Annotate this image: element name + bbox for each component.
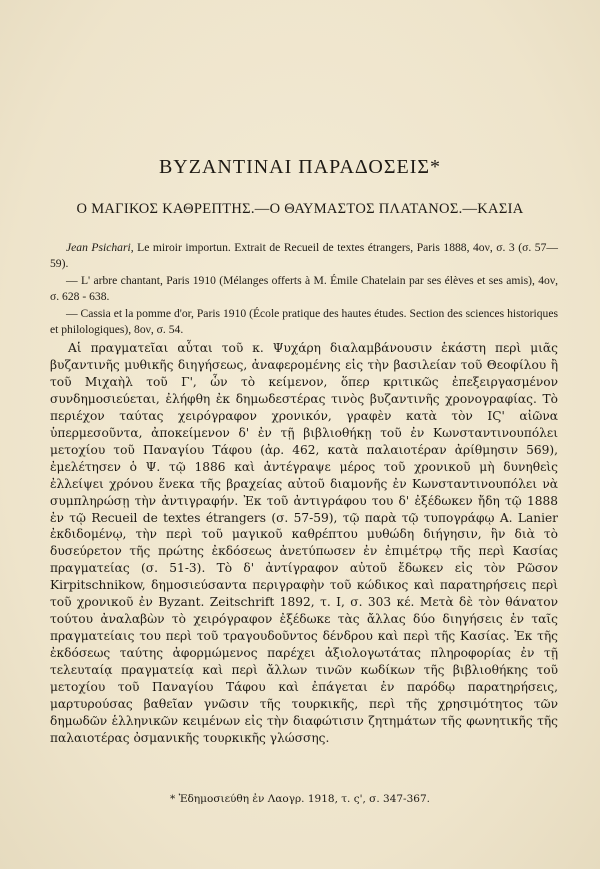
body-text	[50, 340, 558, 747]
body-paragraph: Αἱ πραγματεῖαι αὗται τοῦ κ. Ψυχάρη διαλαμβάνουσιν ἑκάστη περὶ μιᾶς βυζαντινῆς μυθικῆς διηγήσεως, ἀναφερομένης εἰς τὴν βασιλείαν τοῦ Θεοφίλου ἢ τοῦ Μιχαὴλ τοῦ Γ', ὧν τὸ κείμενον, ὅπερ κριτικῶς ἐπεξειργασμένον συνδημοσιεύεται, ἐλήφθη ἐκ δημωδεστέρας τινὸς βυζαντινῆς χρονογραφίας. Τὸ περιέχον ταύτας χειρόγραφον χρονικόν, γραφὲν κατὰ τὸν ΙϚ' αἰῶνα ὑπερμεσοῦντα, ἀποκείμενον δ' ἐν τῇ βιβλιοθήκῃ τοῦ ἐν Κωνσταντινουπόλει μετοχίου τοῦ Παναγίου Τάφου (ἀρ. 462, κατὰ παλαιοτέραν ἀρίθμησιν 569), ἐμελέτησεν ὁ Ψ. τῷ 1886 καὶ ἀντέγραψε μέρος τοῦ χρονικοῦ μὴ δυνηθεὶς ἐλλείψει χρόνου ἕνεκα τῆς βραχείας αὐτοῦ διαμονῆς ἐν Κωνσταντινουπόλει νὰ συμπληρώσῃ τὴν ἀντιγραφήν. Ἐκ τοῦ ἀντιγράφου του δ' ἐξέδωκεν ἤδη τῷ 1888 ἐν τῷ Recueil de textes étrangers (σ. 57-59), τῷ παρὰ τῷ τυπογράφῳ A. Lanier ἐκδιδομένῳ, τὴν περὶ τοῦ μαγικοῦ καθρέπτου μυθώδη διήγησιν, ἣν διὰ τὸ δυσεύρετον τῆς πρώτης ἐκδόσεως ἀνετύπωσεν ἐν ἐπιμέτρῳ τῆς περὶ Κασίας πραγματείας (σ. 51-3). Τὸ δ' ἀντίγραφον αὐτοῦ ἔδωκεν εἰς τὸν Ρῶσον Kirpitschnikow, δημοσιεύσαντα περιγραφὴν τοῦ κώδικος καὶ παρατηρήσεις περὶ τοῦ χρονικοῦ ἐν Byzant. Zeitschrift 1892, τ. I, σ. 303 κέ. Μετὰ δὲ τὸν θάνατον τούτου ἀναλαβὼν τὸ χειρόγραφον ἐξέδωκε τὰς ἄλλας δύο διηγήσεις ἐν ταῖς πραγματείαις του περὶ τοῦ τραγουδοῦντος δένδρου καὶ περὶ τῆς Κασίας. Ἐκ τῆς ἐκδόσεως ταύτης ἀφορμώμενος παρέχει ἀξιολογωτάτας πληροφορίας ἐν τῇ τελευταίᾳ πραγματείᾳ καὶ περὶ ἄλλων τινῶν κωδίκων τῆς βιβλιοθήκης τοῦ μετοχίου τοῦ Παναγίου Τάφου καὶ ἐπάγεται ἐν παρόδῳ παρατηρήσεις, μαρτυρούσας βαθεῖαν γνῶσιν τῆς τουρκικῆς, περὶ τῆς χρησιμότητος τῶν δημωδῶν ἑλληνικῶν κειμένων εἰς τὴν διαφώτισιν ζητημάτων τῆς φωνητικῆς τῆς παλαιοτέρας ὀσμανικῆς τουρκικῆς γλώσσης.	[50, 341, 558, 745]
bibliography-text: — Cassia et la pomme d'or, Paris 1910 (École pratique des hautes études. Section des sciences historiques et philologiques), 8ον, σ. 54.	[50, 307, 558, 336]
footnote: * Ἐδημοσιεύθη ἐν Λαογρ. 1918, τ. ς', σ. 347-367.	[170, 793, 430, 805]
bibliography-entry	[50, 240, 558, 271]
page-title: ΒΥΖΑΝΤΙΝΑΙ ΠΑΡΑΔΟΣΕΙΣ*	[158, 156, 442, 178]
bibliography-text: Le miroir importun. Extrait de Recueil de textes étrangers, Paris 1888, 4ον, σ. 3 (σ. 57—59).	[50, 241, 558, 270]
bibliography-entry	[50, 306, 558, 337]
bibliography-text: — L' arbre chantant, Paris 1910 (Mélanges offerts à M. Émile Chatelain par ses élèves et ses amis), 4ον, σ. 628 - 638.	[50, 274, 558, 303]
bibliography-entry	[50, 273, 558, 304]
page-subtitle: Ο ΜΑΓΙΚΟΣ ΚΑΘΡΕΠΤΗΣ.—Ο ΘΑΥΜΑΣΤΟΣ ΠΛΑΤΑΝΟΣ.—ΚΑΣΙΑ	[76, 201, 524, 217]
bibliography-author: Jean Psichari,	[66, 241, 134, 254]
bibliography	[50, 240, 558, 337]
